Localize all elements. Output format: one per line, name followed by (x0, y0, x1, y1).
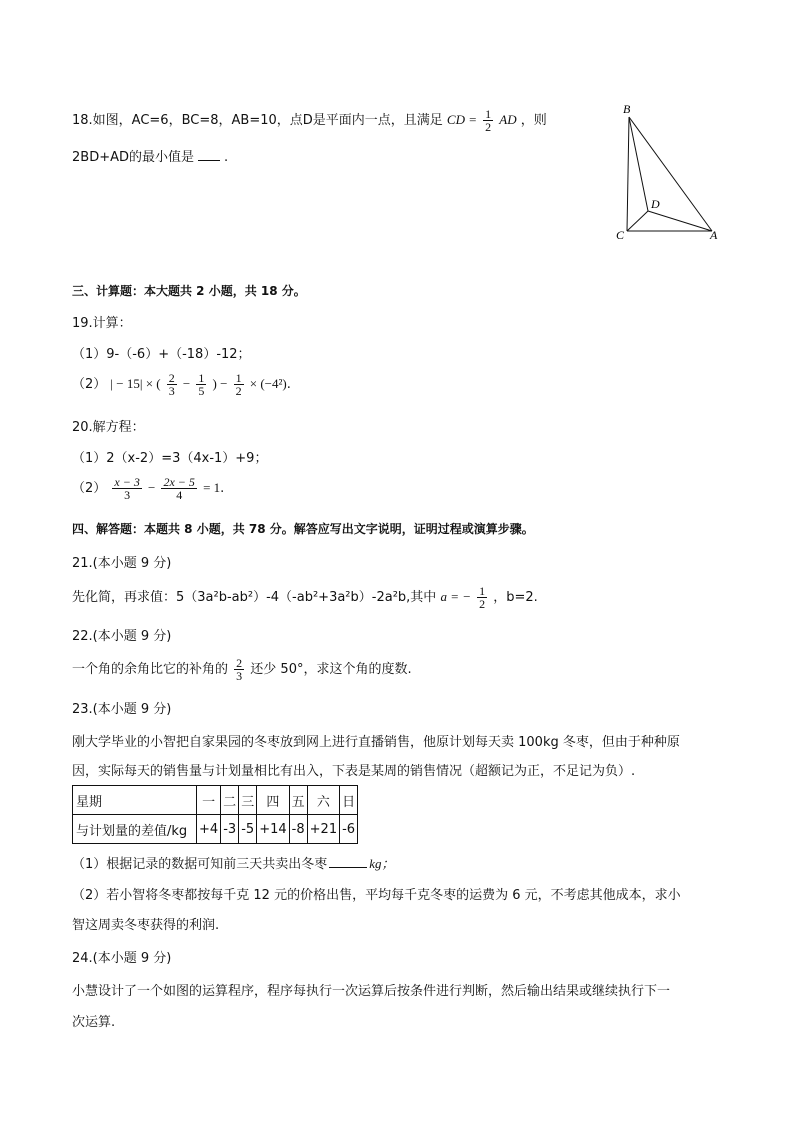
q23-part2-line2: 智这周卖冬枣获得的利润. (72, 918, 220, 933)
answer-blank[interactable] (329, 857, 367, 868)
label-a: A (710, 228, 718, 242)
q23-part2-line1: （2）若小智将冬枣都按每千克 12 元的价格出售，平均每千克冬枣的运费为 6 元，不考虑其他成本，求小 (72, 888, 681, 903)
q19-part2: （2） | − 15| × ( $\frac{2}{3}$ − $\frac{1}{5}$ ) − $\frac{1}{2}$ × (−4²). (72, 371, 291, 398)
q23-body-line1: 刚大学毕业的小智把自家果园的冬枣放到网上进行直播销售，他原计划每天卖 100kg 冬枣，但由于种种原 (72, 735, 680, 750)
q23-title: 23.(本小题 9 分) (72, 702, 172, 717)
q23-part1: （1）根据记录的数据可知前三天共卖出冬枣 kg； (72, 856, 395, 872)
segment-da (648, 211, 712, 231)
label-c: C (616, 228, 625, 242)
q21-title: 21.(本小题 9 分) (72, 556, 172, 571)
label-d: D (651, 197, 660, 211)
segment-cd (627, 211, 648, 231)
segment-bc (627, 117, 629, 231)
q24-body-line1: 小慧设计了一个如图的运算程序，程序每执行一次运算后按条件进行判断，然后输出结果或继续执行下一 (72, 984, 671, 999)
segment-bd (629, 117, 648, 211)
q21-body: 先化简，再求值：5（3a²b-ab²）-4（-ab²+3a²b）-2a²b,其中 a = − $\frac{1}{2}$ ，b=2. (72, 584, 538, 611)
q19-title: 19.计算： (72, 316, 132, 331)
q18-line2: 2BD+AD的最小值是 . (72, 150, 229, 165)
table-row: 星期 一 二 三 四 五 六 日 (73, 786, 358, 815)
fraction-half: $\frac{1}{2}$ (485, 107, 492, 134)
table-row: 与计划量的差值/kg +4 -3 -5 +14 -8 +21 -6 (73, 815, 358, 844)
segment-ba (629, 117, 712, 231)
section-4-heading: 四、解答题：本题共 8 小题，共 78 分。解答应写出文字说明，证明过程或演算步骤。 (72, 522, 534, 536)
label-b: B (623, 102, 631, 116)
q24-title: 24.(本小题 9 分) (72, 951, 172, 966)
q22-title: 22.(本小题 9 分) (72, 629, 172, 644)
q22-body: 一个角的余角比它的补角的 $\frac{2}{3}$ 还少 50°，求这个角的度数. (72, 656, 412, 683)
section-3-heading: 三、计算题：本大题共 2 小题，共 18 分。 (72, 284, 306, 298)
q19-part1: （1）9-（-6）+（-18）-12； (72, 347, 251, 362)
answer-blank[interactable] (198, 150, 220, 161)
sales-table (72, 785, 358, 844)
q20-title: 20.解方程： (72, 420, 145, 435)
q23-body-line2: 因，实际每天的销售量与计划量相比有出入，下表是某周的销售情况（超额记为正，不足记为负）. (72, 764, 636, 779)
q20-part1: （1）2（x-2）=3（4x-1）+9； (72, 451, 268, 466)
q20-part2: （2） $\frac{x - 3}{3}$ − $\frac{2x - 5}{4}$ = 1. (72, 475, 225, 502)
q24-body-line2: 次运算. (72, 1015, 116, 1030)
triangle-figure (610, 96, 735, 246)
q18-line1: 18.如图，AC=6，BC=8，AB=10，点D是平面内一点，且满足 CD = $\frac{1}{2}$ AD ，则 (72, 107, 547, 134)
